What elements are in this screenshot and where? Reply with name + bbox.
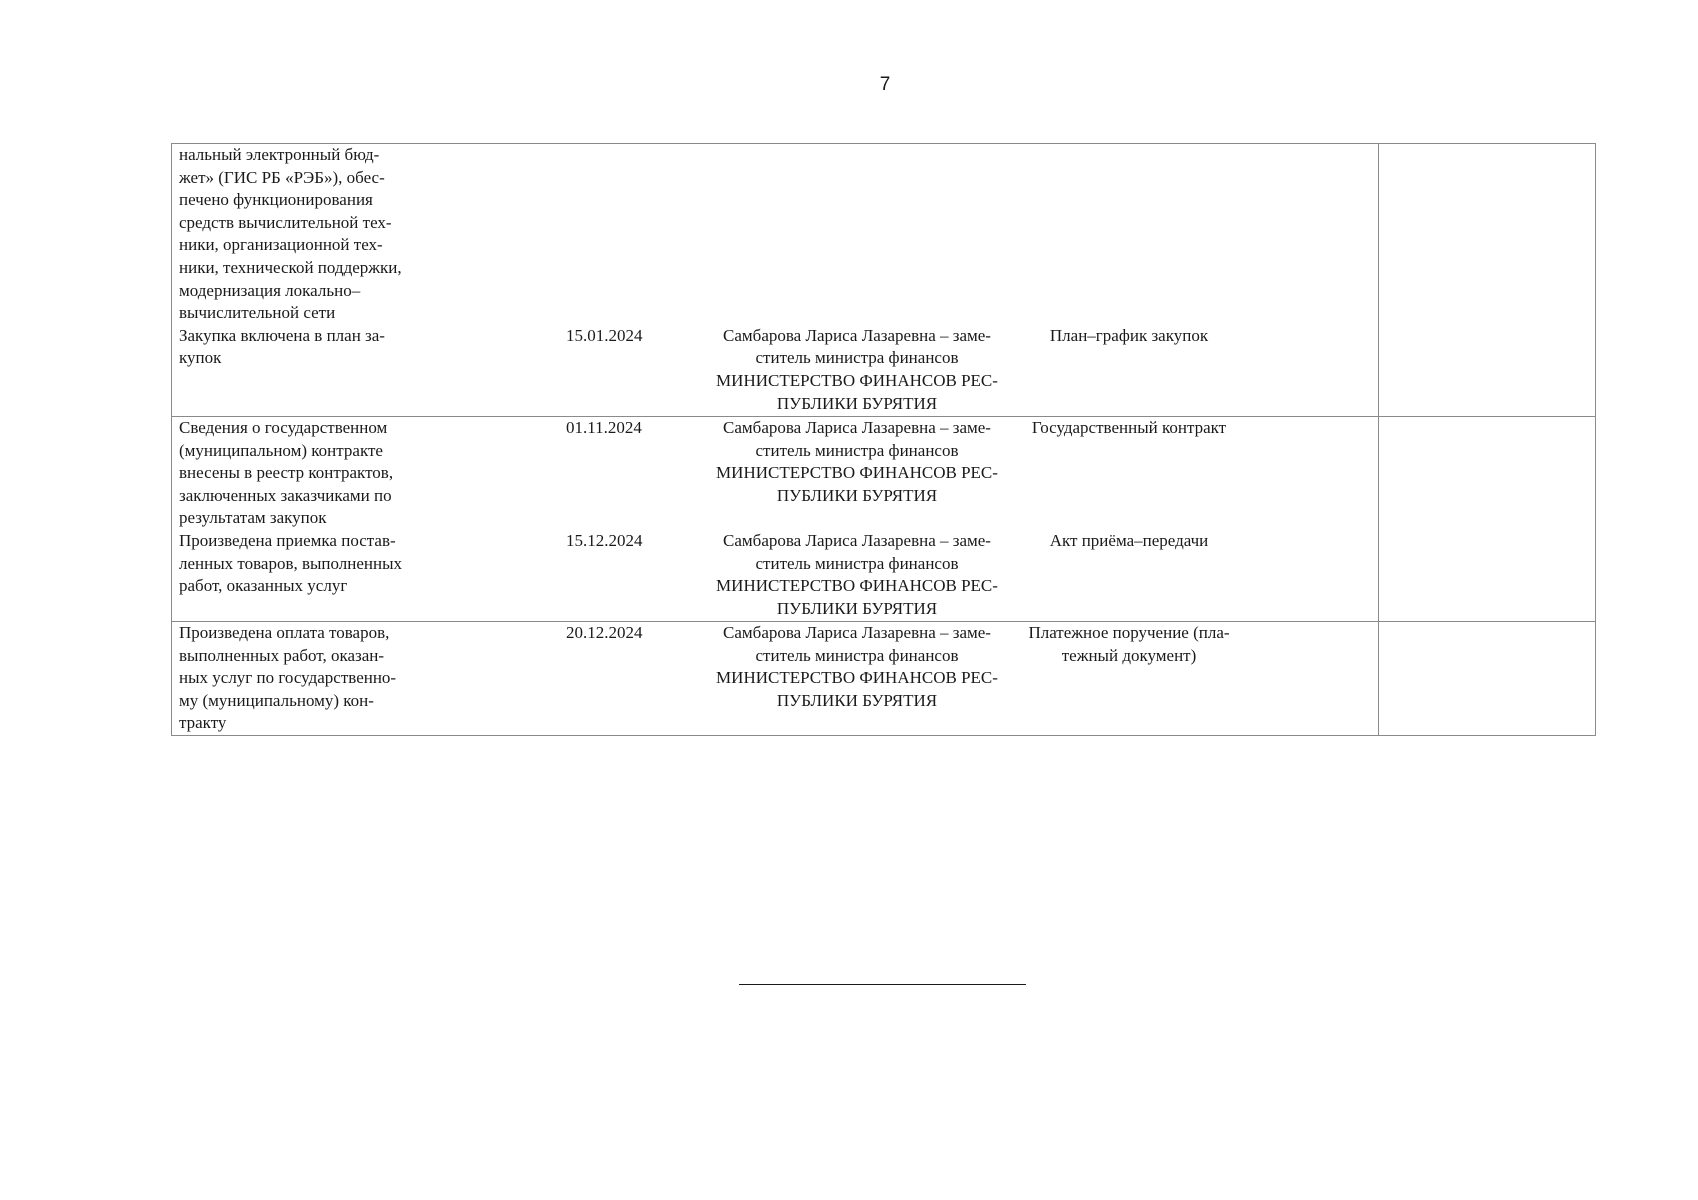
date-cell: 20.12.2024 (566, 623, 643, 642)
responsible-cell: Самбарова Лариса Лазаревна – заме- ститель министра финансов МИНИСТЕРСТВО ФИНАНСОВ РЕС- ПУБЛИКИ БУРЯТИЯ (716, 418, 998, 505)
table-row-entry (172, 325, 1595, 415)
table-row-entry (172, 144, 1595, 325)
table-row-entry (172, 530, 1595, 620)
responsible-cell: Самбарова Лариса Лазаревна – заме- ститель министра финансов МИНИСТЕРСТВО ФИНАНСОВ РЕС- ПУБЛИКИ БУРЯТИЯ (716, 530, 998, 618)
date-cell: 15.12.2024 (566, 530, 643, 550)
closing-rule (739, 984, 1026, 985)
date-cell (412, 144, 702, 325)
table-row-entry (172, 417, 1595, 530)
responsible-cell: Самбарова Лариса Лазаревна – заме- ститель министра финансов МИНИСТЕРСТВО ФИНАНСОВ РЕС- ПУБЛИКИ БУРЯТИЯ (716, 623, 998, 710)
table-row (172, 416, 1595, 621)
table-row (172, 621, 1595, 735)
document-cell: Акт приёма–передачи (1049, 530, 1209, 550)
column-divider (1378, 144, 1379, 416)
document-cell: Государственный контракт (1031, 418, 1227, 437)
responsible-cell: Самбарова Лариса Лазаревна – заме- ститель министра финансов МИНИСТЕРСТВО ФИНАНСОВ РЕС- ПУБЛИКИ БУРЯТИЯ (716, 325, 998, 413)
event-cell: нальный электронный бюд- жет» (ГИС РБ «РЭБ»), обес- печено функционирования средств вычислительной тех- ники, организационной тех- ники, технической поддержки, модернизация локально– вычислительной сети (179, 145, 402, 323)
control-points-table (171, 143, 1596, 736)
document-cell: План–график закупок (1049, 325, 1209, 345)
event-cell: Произведена приемка постав- ленных товаров, выполненных работ, оказанных услуг (179, 530, 403, 596)
event-cell: Сведения о государственном (муниципальном) контракте внесены в реестр контрактов, заключенных заказчиками по результатам закупок (179, 418, 394, 528)
date-cell: 15.01.2024 (566, 325, 643, 345)
column-divider (1378, 417, 1379, 621)
document-cell: Платежное поручение (пла- тежный документ) (1028, 623, 1230, 665)
responsible-cell (702, 144, 1012, 325)
document-cell (1012, 144, 1246, 325)
column-divider (1378, 622, 1379, 735)
event-cell: Закупка включена в план за- купок (179, 325, 385, 368)
table-row-entry (172, 622, 1595, 735)
date-cell: 01.11.2024 (566, 418, 642, 437)
table-row (172, 144, 1595, 416)
page-number: 7 (879, 74, 891, 95)
event-cell: Произведена оплата товаров, выполненных работ, оказан- ных услуг по государственно- му (муниципальному) кон- тракту (179, 623, 397, 733)
